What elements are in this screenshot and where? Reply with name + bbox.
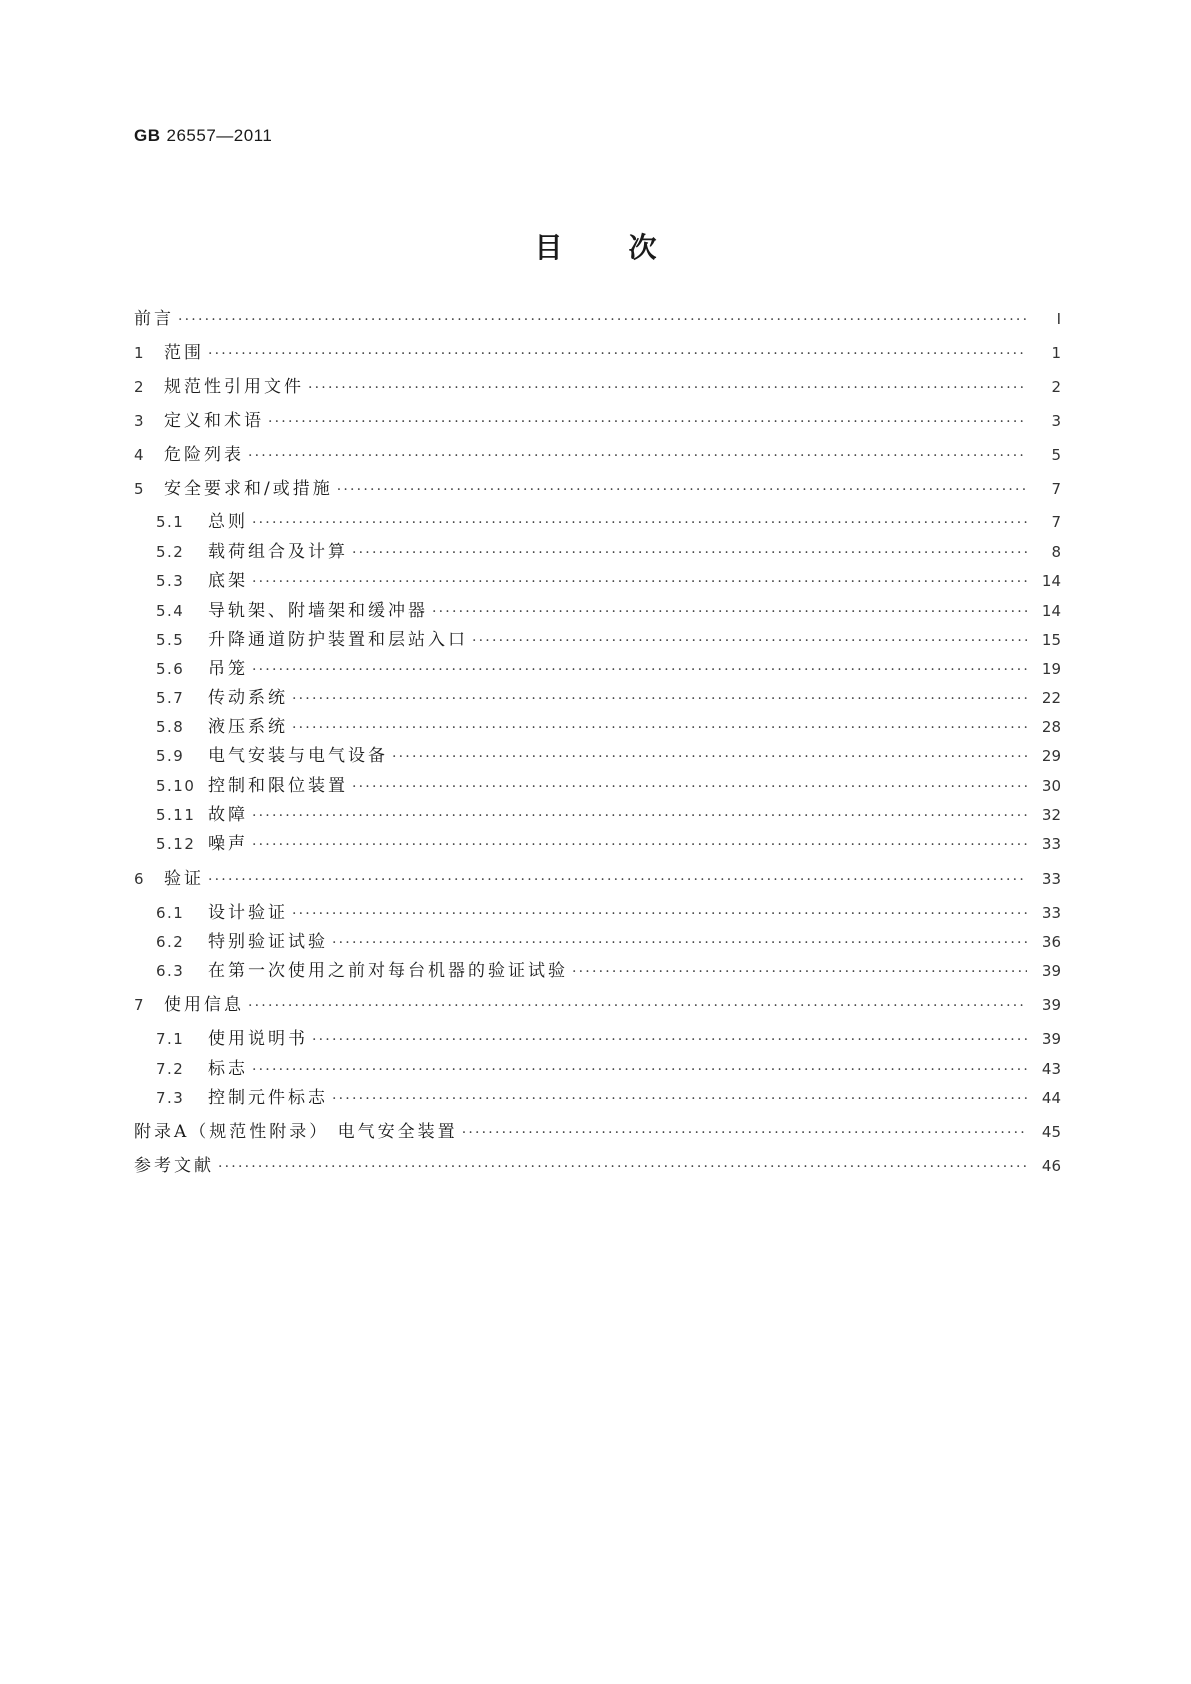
toc-entry-page: 29: [1041, 747, 1061, 765]
page-title: 目次: [534, 231, 723, 264]
dot-leader: [208, 343, 1027, 365]
dot-leader: [337, 479, 1027, 501]
dot-leader: [352, 776, 1027, 798]
dot-leader: [252, 1059, 1027, 1081]
toc-entry-label: 吊笼: [208, 659, 248, 679]
dot-leader: [252, 659, 1027, 681]
dot-leader: [462, 1122, 1027, 1144]
toc-entry-label: 参考文献: [134, 1156, 214, 1176]
toc-entry-page: 39: [1041, 996, 1061, 1014]
standard-number: 26557—2011: [166, 126, 273, 145]
toc-entry-page: 3: [1051, 412, 1061, 430]
toc-entry-label: 传动系统: [208, 688, 288, 708]
toc-entry[interactable]: [134, 1058, 1061, 1080]
dot-leader: [292, 903, 1027, 925]
toc-entry[interactable]: [134, 716, 1061, 738]
toc-entry[interactable]: [134, 868, 1061, 890]
toc-entry-label: 故障: [208, 805, 248, 825]
toc-entry-number: 5: [134, 480, 146, 498]
toc-entry-page: 5: [1051, 446, 1061, 464]
toc-entry[interactable]: [134, 775, 1061, 797]
toc-entry-page: 19: [1041, 660, 1061, 678]
toc-entry[interactable]: [134, 629, 1061, 651]
toc-entry[interactable]: [134, 960, 1061, 982]
toc-entry-number: 6.2: [156, 933, 185, 951]
toc-entry-number: 5.3: [156, 572, 185, 590]
toc-entry-label: 附录A（规范性附录） 电气安全装置: [134, 1122, 458, 1142]
toc-entry[interactable]: [134, 600, 1061, 622]
dot-leader: [252, 834, 1027, 856]
toc-entry[interactable]: [134, 804, 1061, 826]
toc-entry-label: 控制元件标志: [208, 1088, 328, 1108]
toc-entry-page: 46: [1041, 1157, 1061, 1175]
toc-entry[interactable]: [134, 745, 1061, 767]
toc-entry[interactable]: [134, 1087, 1061, 1109]
dot-leader: [432, 601, 1027, 623]
toc-entry[interactable]: [134, 833, 1061, 855]
toc-entry-page: 14: [1041, 572, 1061, 590]
toc-entry-number: 5.5: [156, 631, 185, 649]
dot-leader: [352, 542, 1027, 564]
toc-entry-label: 设计验证: [208, 903, 288, 923]
toc-entry-page: 33: [1041, 904, 1061, 922]
toc-entry[interactable]: [134, 444, 1061, 466]
dot-leader: [218, 1156, 1027, 1178]
toc-entry-label: 安全要求和/或措施: [164, 479, 333, 499]
standard-prefix: GB: [134, 126, 161, 145]
toc-entry-number: 7.2: [156, 1060, 185, 1078]
toc-entry[interactable]: [134, 687, 1061, 709]
toc-entry-label: 底架: [208, 571, 248, 591]
toc-entry-number: 3: [134, 412, 146, 430]
toc-entry[interactable]: [134, 658, 1061, 680]
toc-entry-label: 在第一次使用之前对每台机器的验证试验: [208, 961, 568, 981]
toc-entry[interactable]: [134, 902, 1061, 924]
dot-leader: [252, 805, 1027, 827]
toc-entry-label: 规范性引用文件: [164, 377, 304, 397]
dot-leader: [292, 717, 1027, 739]
toc-entry[interactable]: [134, 308, 1061, 330]
toc-entry-page: 36: [1041, 933, 1061, 951]
toc-entry-number: 5.9: [156, 747, 185, 765]
toc-entry-number: 6: [134, 870, 146, 888]
toc-entry-number: 5.10: [156, 777, 196, 795]
toc-entry[interactable]: [134, 1028, 1061, 1050]
dot-leader: [292, 688, 1027, 710]
toc-entry-label: 验证: [164, 869, 204, 889]
toc-entry-page: 1: [1051, 344, 1061, 362]
toc-entry-number: 4: [134, 446, 146, 464]
toc-entry-page: 28: [1041, 718, 1061, 736]
toc-entry-label: 总则: [208, 512, 248, 532]
dot-leader: [472, 630, 1027, 652]
toc-entry-page: 7: [1051, 513, 1061, 531]
dot-leader: [268, 411, 1027, 433]
toc-entry-page: 7: [1051, 480, 1061, 498]
toc-entry-page: 39: [1041, 1030, 1061, 1048]
toc-entry[interactable]: [134, 541, 1061, 563]
toc-entry-label: 危险列表: [164, 445, 244, 465]
dot-leader: [332, 932, 1027, 954]
toc-entry[interactable]: [134, 478, 1061, 500]
toc-entry-page: 33: [1041, 870, 1061, 888]
toc-entry-label: 电气安装与电气设备: [208, 746, 388, 766]
toc-entry-page: 15: [1041, 631, 1061, 649]
toc-entry[interactable]: [134, 994, 1061, 1016]
dot-leader: [248, 445, 1027, 467]
toc-entry-label: 导轨架、附墙架和缓冲器: [208, 601, 428, 621]
toc-entry-number: 6.3: [156, 962, 185, 980]
dot-leader: [312, 1029, 1027, 1051]
toc-entry-number: 5.8: [156, 718, 185, 736]
toc-entry-number: 6.1: [156, 904, 185, 922]
toc-entry-label: 范围: [164, 343, 204, 363]
dot-leader: [178, 309, 1027, 331]
toc-entry-label: 定义和术语: [164, 411, 264, 431]
toc-entry-page: 44: [1041, 1089, 1061, 1107]
toc-entry[interactable]: [134, 376, 1061, 398]
toc-entry-number: 5.12: [156, 835, 196, 853]
dot-leader: [252, 512, 1027, 534]
toc-entry[interactable]: [134, 511, 1061, 533]
dot-leader: [252, 571, 1027, 593]
toc-entry-label: 前言: [134, 309, 174, 329]
toc-entry-number: 7.3: [156, 1089, 185, 1107]
toc-entry-label: 控制和限位装置: [208, 776, 348, 796]
toc-entry-number: 1: [134, 344, 146, 362]
toc-entry-label: 升降通道防护装置和层站入口: [208, 630, 468, 650]
toc-entry-number: 7.1: [156, 1030, 185, 1048]
toc-entry-number: 5.11: [156, 806, 196, 824]
toc-entry[interactable]: [134, 1155, 1061, 1177]
toc-entry-label: 液压系统: [208, 717, 288, 737]
toc-entry-page: 45: [1041, 1123, 1061, 1141]
toc-entry-page: 32: [1041, 806, 1061, 824]
toc-entry-page: 39: [1041, 962, 1061, 980]
toc-entry[interactable]: [134, 1121, 1061, 1143]
toc-entry-label: 标志: [208, 1059, 248, 1079]
table-of-contents: [134, 0, 1061, 1684]
toc-entry-label: 噪声: [208, 834, 248, 854]
dot-leader: [248, 995, 1027, 1017]
toc-entry[interactable]: [134, 931, 1061, 953]
dot-leader: [392, 746, 1027, 768]
toc-entry-number: 7: [134, 996, 146, 1014]
dot-leader: [332, 1088, 1027, 1110]
toc-entry[interactable]: [134, 570, 1061, 592]
toc-entry-label: 使用说明书: [208, 1029, 308, 1049]
toc-entry-page: 8: [1051, 543, 1061, 561]
toc-entry[interactable]: [134, 410, 1061, 432]
toc-entry-number: 5.6: [156, 660, 185, 678]
toc-entry-number: 5.2: [156, 543, 185, 561]
toc-entry-page: 22: [1041, 689, 1061, 707]
toc-entry-label: 使用信息: [164, 995, 244, 1015]
toc-entry-label: 载荷组合及计算: [208, 542, 348, 562]
toc-entry[interactable]: [134, 342, 1061, 364]
toc-entry-page: Ⅰ: [1056, 310, 1061, 328]
toc-entry-page: 30: [1041, 777, 1061, 795]
toc-entry-page: 2: [1051, 378, 1061, 396]
toc-entry-number: 5.1: [156, 513, 185, 531]
toc-entry-page: 14: [1041, 602, 1061, 620]
toc-entry-number: 5.4: [156, 602, 185, 620]
toc-entry-page: 43: [1041, 1060, 1061, 1078]
toc-entry-number: 5.7: [156, 689, 185, 707]
dot-leader: [208, 869, 1027, 891]
toc-entry-page: 33: [1041, 835, 1061, 853]
dot-leader: [572, 961, 1027, 983]
toc-entry-label: 特别验证试验: [208, 932, 328, 952]
dot-leader: [308, 377, 1027, 399]
toc-entry-number: 2: [134, 378, 146, 396]
